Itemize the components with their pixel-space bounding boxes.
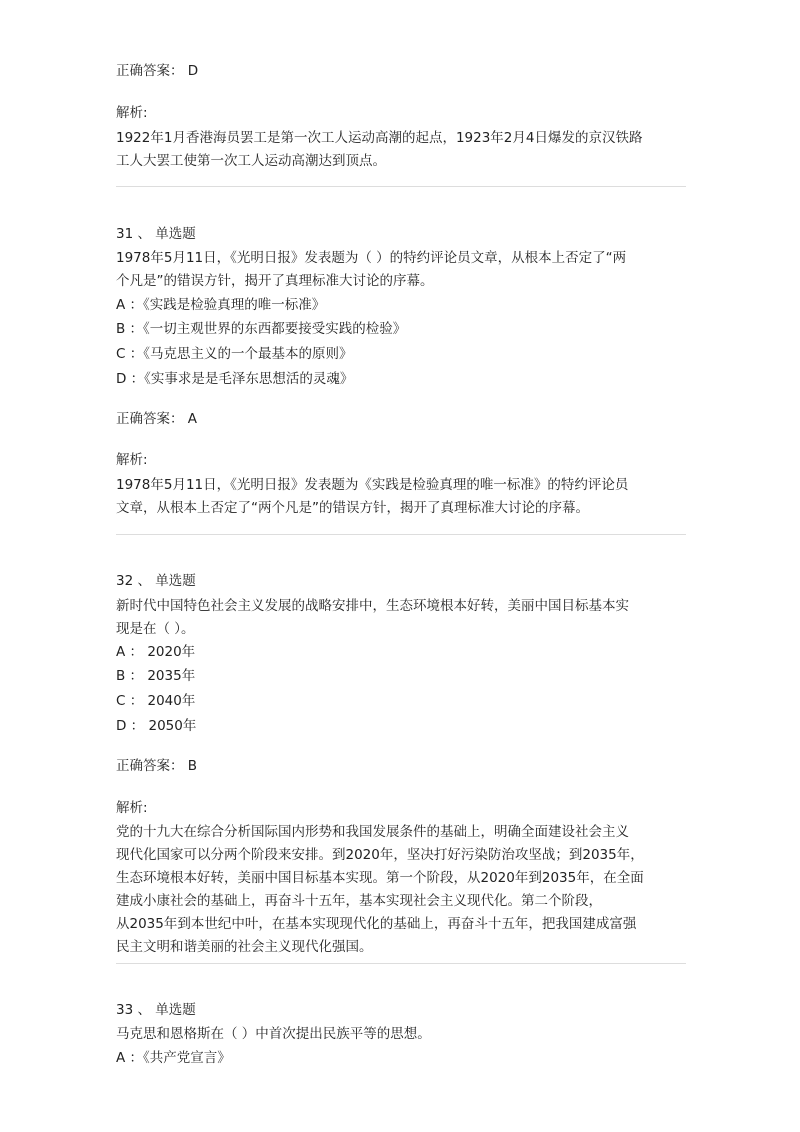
q32-stem-line: 新时代中国特色社会主义发展的战略安排中，生态环境根本好转，美丽中国目标基本实: [116, 598, 629, 614]
question-divider: [116, 534, 686, 535]
q31-option-a: A ：《实践是检验真理的唯一标准》: [116, 297, 326, 313]
q32-answer: [116, 756, 197, 776]
q32-analysis-line: 建成小康社会的基础上，再奋斗十五年，基本实现社会主义现代化。第二个阶段，: [116, 893, 602, 909]
q30-answer: [116, 61, 198, 81]
q30-answer-label: 正确答案：: [116, 63, 184, 79]
q33-option-a: A ：《共产党宣言》: [116, 1050, 231, 1066]
q32-analysis-line: 从2035年到本世纪中叶，在基本实现现代化的基础上，再奋斗十五年，把我国建成富强: [116, 916, 637, 932]
q30-analysis-line: 工人大罢工使第一次工人运动高潮达到顶点。: [116, 153, 386, 169]
q31-stem-line: 1978年5月11日，《光明日报》发表题为（ ）的特约评论员文章，从根本上否定了“两: [116, 250, 627, 266]
q30-analysis-line: 1922年1月香港海员罢工是第一次工人运动高潮的起点，1923年2月4日爆发的京汉铁路: [116, 130, 643, 146]
q32-analysis-line: 现代化国家可以分两个阶段来安排。到2020年，坚决打好污染防治攻坚战；到2035年，: [116, 847, 644, 863]
q33-stem-line: 马克思和恩格斯在（ ）中首次提出民族平等的思想。: [116, 1026, 431, 1042]
q31-analysis-line: 1978年5月11日，《光明日报》发表题为《实践是检验真理的唯一标准》的特约评论员: [116, 477, 629, 493]
q32-answer-value: B: [187, 758, 198, 774]
q31-answer: [116, 409, 197, 429]
q32-header: 32 、 单选题: [116, 573, 196, 589]
q31-option-c: C ：《马克思主义的一个最基本的原则》: [116, 346, 353, 362]
q31-stem-line: 个凡是”的错误方针，揭开了真理标准大讨论的序幕。: [116, 273, 434, 289]
q31-header: 31 、 单选题: [116, 226, 196, 242]
q31-answer-value: A: [187, 411, 198, 427]
question-divider: [116, 963, 686, 964]
q32-option-c: C ： 2040年: [116, 693, 196, 709]
q30-answer-value: D: [187, 63, 199, 79]
q32-analysis-line: 生态环境根本好转，美丽中国目标基本实现。第一个阶段，从2020年到2035年，在全面: [116, 870, 644, 886]
q32-option-d: D ： 2050年: [116, 718, 197, 734]
q32-option-b: B ： 2035年: [116, 668, 196, 684]
q31-analysis-label: 解析:: [116, 452, 148, 468]
q32-option-a: A ： 2020年: [116, 644, 196, 660]
q32-answer-label: 正确答案：: [116, 758, 184, 774]
q31-option-d: D ：《实事求是是毛泽东思想活的灵魂》: [116, 371, 354, 387]
q32-analysis-line: 民主文明和谐美丽的社会主义现代化强国。: [116, 939, 373, 955]
q31-analysis-line: 文章，从根本上否定了“两个凡是”的错误方针，揭开了真理标准大讨论的序幕。: [116, 500, 589, 516]
question-divider: [116, 186, 686, 187]
q32-analysis-line: 党的十九大在综合分析国际国内形势和我国发展条件的基础上，明确全面建设社会主义: [116, 824, 629, 840]
q31-option-b: B ：《一切主观世界的东西都要接受实践的检验》: [116, 321, 407, 337]
q30-analysis-label: 解析:: [116, 105, 148, 121]
q32-stem-line: 现是在（ ）。: [116, 621, 195, 637]
q32-analysis-label: 解析:: [116, 800, 148, 816]
q33-header: 33 、 单选题: [116, 1002, 196, 1018]
q31-answer-label: 正确答案：: [116, 411, 184, 427]
